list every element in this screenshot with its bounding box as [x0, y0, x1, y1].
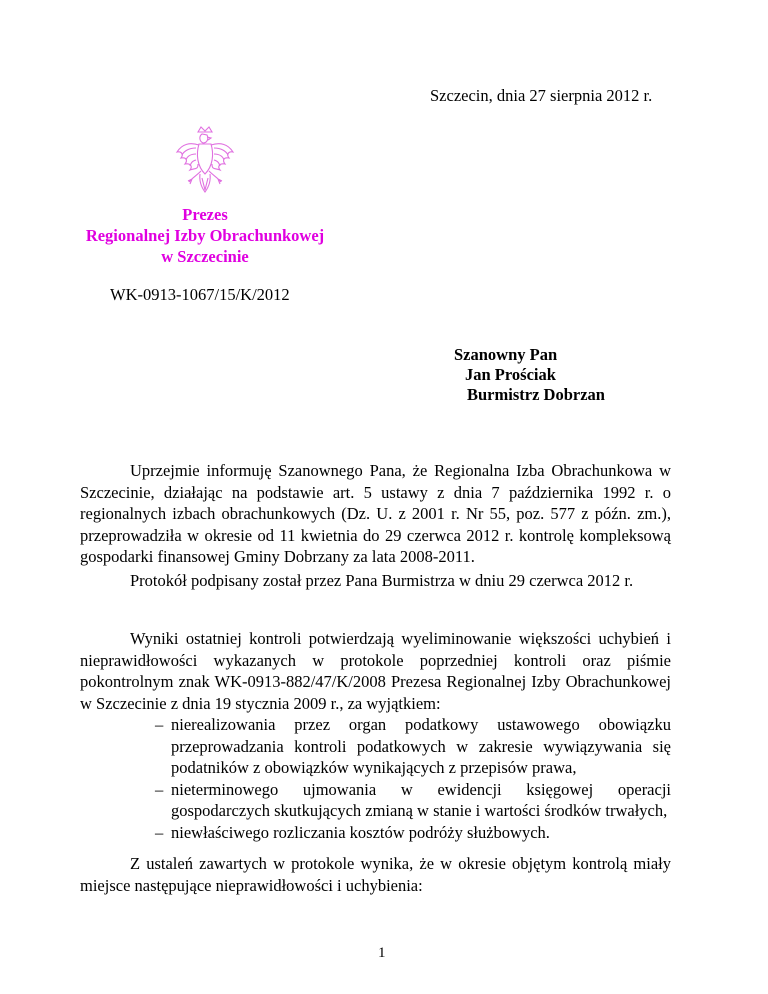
paragraph-protocol-text: Protokół podpisany został przez Pana Burmistrza w dniu 29 czerwca 2012 r. — [130, 571, 634, 590]
reference-number: WK-0913-1067/15/K/2012 — [110, 285, 290, 304]
sender-block — [80, 204, 330, 267]
addressee-salutation: Szanowny Pan — [454, 345, 558, 364]
paragraph-findings-text: Z ustaleń zawartych w protokole wynika, że w okresie objętym kontrolą miały miejsce następujące nieprawidłowości i uchybienia: — [80, 854, 671, 895]
addressee-block — [454, 345, 605, 405]
list-item — [155, 822, 671, 844]
list-item — [155, 714, 671, 779]
paragraph-findings — [80, 853, 671, 896]
paragraph-results — [80, 628, 671, 843]
exceptions-list — [80, 714, 671, 843]
paragraph-results-text: Wyniki ostatniej kontroli potwierdzają wyeliminowanie większości uchybień i nieprawidłowości wykazanych w protokole poprzedniej kontroli oraz piśmie pokontrolnym znak WK-0913-882/47/K/2008 Prezesa Regionalnej Izby Obrachunkowej w Szczecinie z dnia 19 stycznia 2009 r., za wyjątkiem: — [80, 629, 671, 713]
list-dash: – — [155, 779, 164, 799]
list-item-text: nierealizowania przez organ podatkowy ustawowego obowiązku przeprowadzania kontroli podatkowych w zakresie wywiązywania się podatników z obowiązków wynikających z przepisów prawa, — [171, 715, 671, 777]
sender-institution: Regionalnej Izby Obrachunkowej — [85, 226, 325, 245]
list-item-text: niewłaściwego rozliczania kosztów podróży służbowych. — [171, 822, 550, 842]
date-line: Szczecin, dnia 27 sierpnia 2012 r. — [430, 86, 653, 105]
list-item — [155, 779, 671, 822]
eagle-emblem-icon — [172, 124, 238, 200]
addressee-name: Jan Prościak — [465, 365, 556, 384]
page-number: 1 — [378, 945, 386, 961]
sender-title: Prezes — [182, 205, 228, 224]
list-dash: – — [155, 715, 164, 734]
paragraph-intro — [80, 460, 671, 568]
list-dash: – — [155, 822, 164, 842]
paragraph-intro-text: Uprzejmie informuję Szanownego Pana, że Regionalna Izba Obrachunkowa w Szczecinie, działając na podstawie art. 5 ustawy z dnia 7 października 1992 r. o regionalnych izbach obrachunkowych (Dz. U. z 2001 r. Nr 55, poz. 577 z późn. zm.), przeprowadziła w okresie od 11 kwietnia do 29 czerwca 2012 r. kontrolę kompleksową gospodarki finansowej Gminy Dobrzany za lata 2008-2011. — [80, 461, 671, 566]
paragraph-protocol — [80, 570, 671, 592]
list-item-text: nieterminowego ujmowania w ewidencji księgowej operacji gospodarczych skutkujących zmianą w stanie i wartości środków trwałych, — [171, 779, 671, 820]
sender-city: w Szczecinie — [161, 247, 249, 266]
addressee-title: Burmistrz Dobrzan — [467, 385, 605, 404]
